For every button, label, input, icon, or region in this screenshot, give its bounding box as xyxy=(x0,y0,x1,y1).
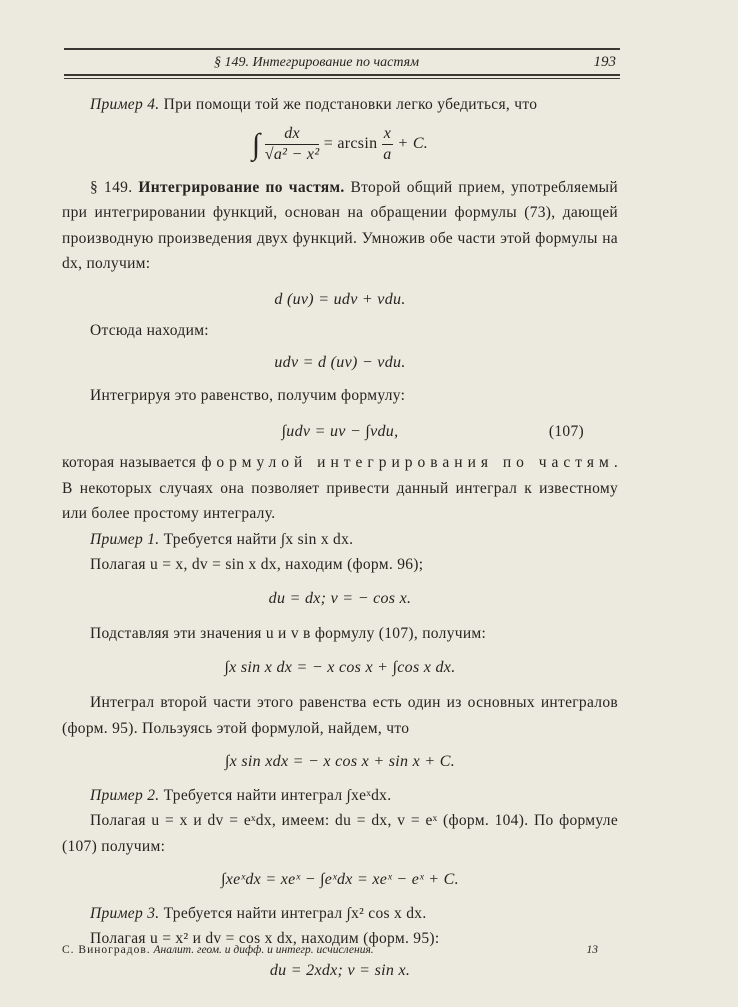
example-2-substitution: Полагая u = x и dv = eˣdx, имеем: du = dx, v = eˣ (форм. 104). По формуле (107) получим: xyxy=(62,812,618,855)
formula-xsinx-parts: ∫x sin x dx = − x cos x + ∫cos x dx. xyxy=(224,658,456,676)
page-number: 193 xyxy=(593,54,616,70)
example-1-label: Пример 1. xyxy=(90,530,160,548)
running-header xyxy=(64,48,620,79)
formula-107: ∫udv = uv − ∫vdu, xyxy=(281,422,399,440)
fraction-numerator: dx xyxy=(265,124,320,145)
footer-author: С. Виноградов. xyxy=(62,944,151,956)
integrating-paragraph: Интегрируя это равенство, получим формулу: xyxy=(90,387,406,404)
footer-book: Аналит. геом. и дифф. и интегр. исчисления. xyxy=(150,944,374,956)
called-paragraph xyxy=(62,450,618,527)
formula-107-number: (107) xyxy=(548,422,584,440)
formula-arcsin xyxy=(62,124,618,165)
arcsin-eq: = arcsin xyxy=(323,134,378,152)
example-2-paragraph xyxy=(62,783,618,809)
fraction-denominator: √a² − x² xyxy=(264,145,320,163)
section-number: § 149. xyxy=(90,178,139,196)
called-text-1: которая называется xyxy=(62,454,202,471)
called-term: формулой интегрирования по частям xyxy=(201,454,614,471)
example-2-text: Требуется найти интеграл ∫xeˣdx. xyxy=(159,786,392,804)
example-1-substitution: Полагая u = x, dv = sin x dx, находим (форм. 96); xyxy=(90,556,424,573)
integral-sign: ∫ xyxy=(251,127,261,161)
formula-du-2xdx: du = 2xdx; v = sin x. xyxy=(269,961,411,979)
example-3-text: Требуется найти интеграл ∫x² cos x dx. xyxy=(159,904,427,922)
example-1-paragraph xyxy=(62,527,618,553)
formula-xex-result: ∫xeˣdx = xeˣ − ∫eˣdx = xeˣ − eˣ + C. xyxy=(221,871,459,888)
find-paragraph: Отсюда находим: xyxy=(90,322,209,339)
formula-tail: + C. xyxy=(397,134,429,152)
fraction-x: x xyxy=(383,124,392,142)
example-1-text: Требуется найти ∫x sin x dx. xyxy=(159,530,354,548)
section-title: Интегрирование по частям. xyxy=(138,178,345,196)
example-2-label: Пример 2. xyxy=(90,786,160,804)
fraction-x-over-a xyxy=(382,124,393,165)
example-3-substitution: Полагая u = x² и dv = cos x dx, находим (форм. 95): xyxy=(90,930,440,947)
footer-citation xyxy=(62,944,374,956)
example-4-label: Пример 4. xyxy=(90,96,160,113)
fraction-a: a xyxy=(383,145,392,163)
example-4-text: При помощи той же подстановки легко убедиться, что xyxy=(159,96,538,113)
example-4-paragraph xyxy=(62,92,618,118)
second-integral-paragraph: Интеграл второй части этого равенства есть один из основных интегралов (форм. 95). Пользуясь этой формулой, найдем, что xyxy=(62,694,618,737)
formula-du-dx: du = dx; v = − cos x. xyxy=(268,589,412,607)
formula-d-uv: d (uv) = udv + vdu. xyxy=(274,290,406,308)
called-text-2: . В некоторых случаях она позволяет привести данный интеграл к известному или более простому интегралу. xyxy=(62,454,618,522)
page-body xyxy=(62,92,618,983)
section-text: Второй общий прием, употребляемый при интегрировании функций, основан на обращении формулы (73), дающей производную произведения двух функций. Умножив обе части этой формулы на dx, получим: xyxy=(62,178,618,272)
substituting-paragraph: Подставляя эти значения u и v в формулу (107), получим: xyxy=(90,625,487,642)
example-3-paragraph xyxy=(62,901,618,927)
header-title: § 149. Интегрирование по частям xyxy=(214,55,420,70)
formula-udv: udv = d (uv) − vdu. xyxy=(274,353,406,371)
formula-xsinx-result: ∫x sin xdx = − x cos x + sin x + C. xyxy=(224,753,456,770)
page-footer xyxy=(62,944,598,956)
header-rule-bottom xyxy=(64,74,620,76)
header-rule-bottom-2 xyxy=(64,78,620,79)
signature-mark: 13 xyxy=(586,944,598,956)
fraction-dx xyxy=(265,124,320,165)
formula-107-row xyxy=(62,419,618,445)
section-149-paragraph xyxy=(62,175,618,277)
example-3-label: Пример 3. xyxy=(90,904,160,922)
